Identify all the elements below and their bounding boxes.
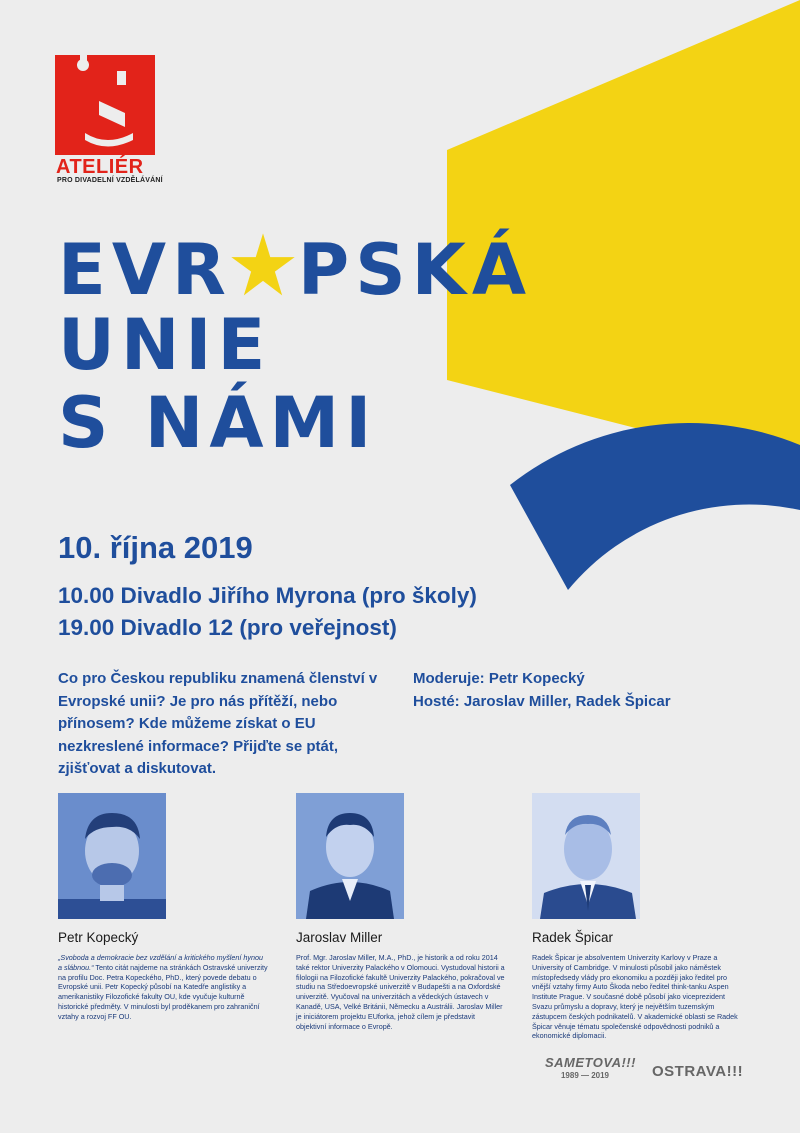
intro-text: Co pro Českou republiku znamená členství v Evropské unii? Je pro nás přítěží, nebo přínosem? Kde můžeme získat o EU nezkreslené informace? Přijďte se ptát, zjišťovat a diskutovat. <box>58 670 378 777</box>
sametova-text: SAMETOVA!!! <box>545 1055 636 1070</box>
name-petr-kopecky: Petr Kopecký <box>58 930 139 945</box>
quote-petr-kopecky: „Svoboda a demokracie bez vzdělání a kritického myšlení hynou a slábnou.“ <box>58 953 263 972</box>
logo <box>55 55 155 155</box>
venue-public: 19.00 Divadlo 12 (pro veřejnost) <box>58 615 397 640</box>
venue-schools: 10.00 Divadlo Jiřího Myrona (pro školy) <box>58 583 477 608</box>
title-line-2: UNIE <box>58 304 272 386</box>
bio-jaroslav-miller: Prof. Mgr. Jaroslav Miller, M.A., PhD., je historik a od roku 2014 také rektor Univerzity Palackého v Olomouci. Vystudoval historii a filologii na Filozofické fakultě Univerzity Palackého, pokračoval ve studiu na Středoevropské univerzitě v Budapešti a na Oxfordské univerzitě. Vyučoval na univerzitách a vědeckých ústavech v Kanadě, USA, Velké Británii, Německu a Austrálii. Jaroslav Miller je iniciátorem projektu EUforka, jehož cílem je představit objektivní informace o Evropě. <box>296 953 505 1031</box>
event-date: 10. října 2019 <box>58 530 253 565</box>
title-part-a: EVR <box>58 229 232 311</box>
title-part-b: PSKÁ <box>297 229 533 311</box>
photo-jaroslav-miller <box>296 793 404 919</box>
star-icon <box>230 232 296 298</box>
title-line-3: S NÁMI <box>58 382 378 464</box>
bio-text-petr-kopecky: Tento citát najdeme na stránkách Ostravské univerzity na profilu Doc. Petra Kopeckého, PhD., který povede debatu o Evropské unii. Petr Kopecký působí na Katedře anglistiky a amerikanistiky Filozofické fakulty OU, kde vyučuje kulturně historické předměty. V minulosti byl proděkanem pro zahraniční vztahy a rozvoj FF OU. <box>58 962 268 1021</box>
name-jaroslav-miller: Jaroslav Miller <box>296 930 383 945</box>
photo-petr-kopecky <box>58 793 166 919</box>
bio-radek-spicar: Radek Špicar je absolventem Univerzity Karlovy v Praze a University of Cambridge. V minulosti působil jako náměstek místopředsedy vlády pro ekonomiku a později jako ředitel pro vnější vztahy firmy Auto Škoda nebo ředitel think-tanku Aspen Institute Prague. V současné době působí jako viceprezident Svazu průmyslu a dopravy, který je největším tuzemským zástupcem českých podnikatelů. V akademické oblasti se Radek Špicar věnuje tématu společenské odpovědnosti podniků a ekonomické diplomacii. <box>532 953 738 1041</box>
guests: Hosté: Jaroslav Miller, Radek Špicar <box>413 692 671 710</box>
sametova-years: 1989 — 2019 <box>560 1071 610 1080</box>
blue-arc <box>510 423 800 590</box>
logo-name: ATELIÉR <box>56 156 144 178</box>
bio-petr-kopecky <box>58 953 268 1022</box>
moderator-guests <box>413 668 671 713</box>
smiley-face-icon <box>55 55 155 155</box>
logo-subtitle: PRO DIVADELNÍ VZDĚLÁVÁNÍ <box>57 177 163 184</box>
ostrava-logo: OSTRAVA!!! <box>652 1063 744 1080</box>
photo-radek-spicar <box>532 793 640 919</box>
name-radek-spicar: Radek Špicar <box>532 930 614 945</box>
moderator: Moderuje: Petr Kopecký <box>413 670 585 687</box>
sametova-logo <box>545 1055 636 1080</box>
title-line-1 <box>58 229 533 311</box>
